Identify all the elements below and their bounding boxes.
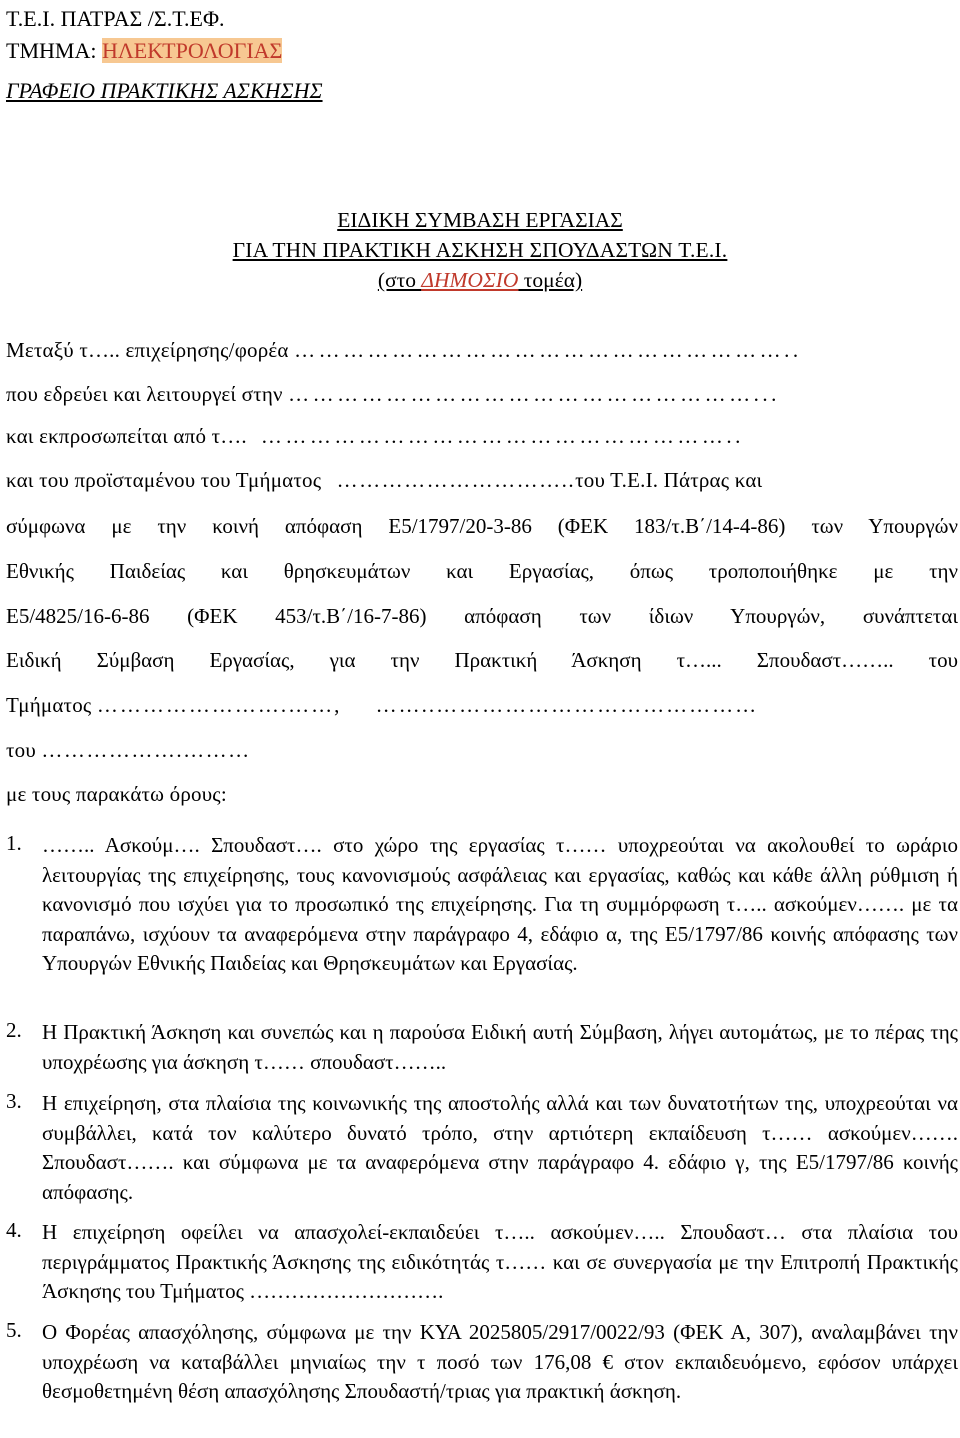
department-line (6, 38, 282, 64)
term-text: Η επιχείρηση οφείλει να απασχολεί-εκπαιδεύει τ….. ασκούμεν….. Σπουδαστ… στα πλαίσια του περιγράμματος Πρακτικής Άσκησης της ειδικότητάς τ…… και σε συνεργασία με την Επιτροπή Πρακτικής Άσκησης του Τμήματος ………………………. (42, 1220, 958, 1303)
of-line (6, 738, 251, 763)
term-3 (6, 1089, 958, 1207)
represented-label: και εκπροσωπείται από τ…. (6, 424, 247, 448)
head-blank: ………………………….. (336, 468, 576, 492)
term-number: 1. (6, 831, 22, 855)
term-5 (6, 1318, 958, 1407)
institution-line: Τ.Ε.Ι. ΠΑΤΡΑΣ /Σ.Τ.ΕΦ. (6, 6, 225, 31)
dept-blank: …………………….…… (96, 693, 335, 717)
represented-line (6, 424, 744, 449)
term-text: …….. Ασκούμ…. Σπουδαστ…. στο χώρο της εργασίας τ…… υποχρεούται να ακολουθεί το ωράριο λειτουργίας της επιχείρησης, τους κανονισμούς ασφάλειας και εργασίας, καθώς και κάθε άλλη ρύθμιση ή κανονισμό που ισχύει για το προσωπικό της επιχείρησης. Για τη συμμόρφωση τ….. ασκούμεν……. με τα παραπάνω, ισχύουν τα αναφερόμενα στην παράγραφο 4, εδάφιο α, της Ε5/1797/86 κοινής απόφασης των Υπουργών Εθνικής Παιδείας και Θρησκευμάτων και Εργασίας. (42, 833, 958, 975)
department-prefix: ΤΜΗΜΑ: (6, 38, 102, 63)
between-line (6, 338, 802, 363)
legal-basis-line-1: σύμφωνα με την κοινή απόφαση Ε5/1797/20-3-86 (ΦΕΚ 183/τ.Β΄/14-4-86) των Υπουργών (6, 514, 958, 538)
sector-close: τομέα) (518, 268, 583, 292)
dept-label: Τμήματος (6, 693, 97, 717)
of-label: του (6, 738, 42, 762)
seat-label: που εδρεύει και λειτουργεί στην (6, 382, 289, 406)
department-name: ΗΛΕΚΤΡΟΛΟΓΙΑΣ (101, 38, 283, 63)
term-text: Η Πρακτική Άσκηση και συνεπώς και η παρούσα Ειδική αυτή Σύμβαση, λήγει αυτομάτως, με το πέρας της υποχρέωσης για άσκηση τ…… σπουδαστ…….. (42, 1020, 958, 1074)
tei-patras-label: του Τ.Ε.Ι. Πάτρας και (575, 468, 763, 492)
between-label: Μεταξύ τ….. επιχείρησης/φορέα (6, 338, 295, 362)
office-line: ΓΡΑΦΕΙΟ ΠΡΑΚΤΙΚΗΣ ΑΣΚΗΣΗΣ (6, 78, 323, 103)
term-number: 2. (6, 1018, 22, 1042)
department-fill-line (6, 693, 758, 718)
legal-basis-line-3: Ε5/4825/16-6-86 (ΦΕΚ 453/τ.Β΄/16-7-86) απόφαση των ίδιων Υπουργών, συνάπτεται (6, 604, 958, 628)
sector-name: ΔΗΜΟΣΙΟ (421, 268, 519, 292)
of-blank: ……………….……… (41, 738, 251, 762)
company-blank: …………………………………………………….. (294, 338, 802, 362)
dept-comma: , (334, 693, 340, 717)
seat-line (6, 382, 780, 407)
term-number: 4. (6, 1218, 22, 1242)
head-of-dept-line (6, 468, 762, 493)
seat-blank: …………………………………………………... (288, 382, 780, 406)
student-blank: ……..…………………………………… (375, 693, 759, 717)
term-2 (6, 1018, 958, 1077)
term-number: 5. (6, 1318, 22, 1342)
terms-intro: με τους παρακάτω όρους: (6, 782, 227, 806)
contract-title: ΕΙΔΙΚΗ ΣΥΜΒΑΣΗ ΕΡΓΑΣΙΑΣ (337, 208, 623, 232)
term-1 (6, 831, 958, 979)
term-text: Η επιχείρηση, στα πλαίσια της κοινωνικής της αποστολής αλλά και των δυνατοτήτων της, υποχρεούται να συμβάλλει, κατά τον καλύτερο δυνατό τρόπο, στην αρτιότερη εκπαίδευση τ…… ασκούμεν……. Σπουδαστ……. και σύμφωνα με τα αναφερόμενα στην παράγραφο 4. εδάφιο γ, της Ε5/1797/86 κοινής απόφασης. (42, 1091, 958, 1204)
head-label: και του προϊσταμένου του Τμήματος (6, 468, 327, 492)
represented-blank: ………………………………………………….. (260, 424, 744, 448)
sector-open: (στο (377, 268, 422, 292)
legal-basis-line-4: Ειδική Σύμβαση Εργασίας, για την Πρακτική Άσκηση τ…... Σπουδαστ…….. του (6, 648, 958, 672)
legal-basis-line-2: Εθνικής Παιδείας και θρησκευμάτων και Εργασίας, όπως τροποποιήθηκε με την (6, 559, 958, 583)
term-number: 3. (6, 1089, 22, 1113)
term-4 (6, 1218, 958, 1307)
sector-line (0, 268, 960, 294)
term-text: Ο Φορέας απασχόλησης, σύμφωνα με την ΚΥΑ 2025805/2917/0022/93 (ΦΕΚ Α, 307), αναλαμβάνει την υποχρέωση να καταβάλλει μηνιαίως την τ ποσό των 176,08 € στον εκπαιδευόμενο, εφόσον υπάρχει θεσμοθετημένη θέση απασχόλησης Σπουδαστή/τριας για πρακτική άσκηση. (42, 1320, 958, 1403)
contract-subtitle: ΓΙΑ ΤΗΝ ΠΡΑΚΤΙΚΗ ΑΣΚΗΣΗ ΣΠΟΥΔΑΣΤΩΝ Τ.Ε.Ι. (232, 238, 728, 262)
